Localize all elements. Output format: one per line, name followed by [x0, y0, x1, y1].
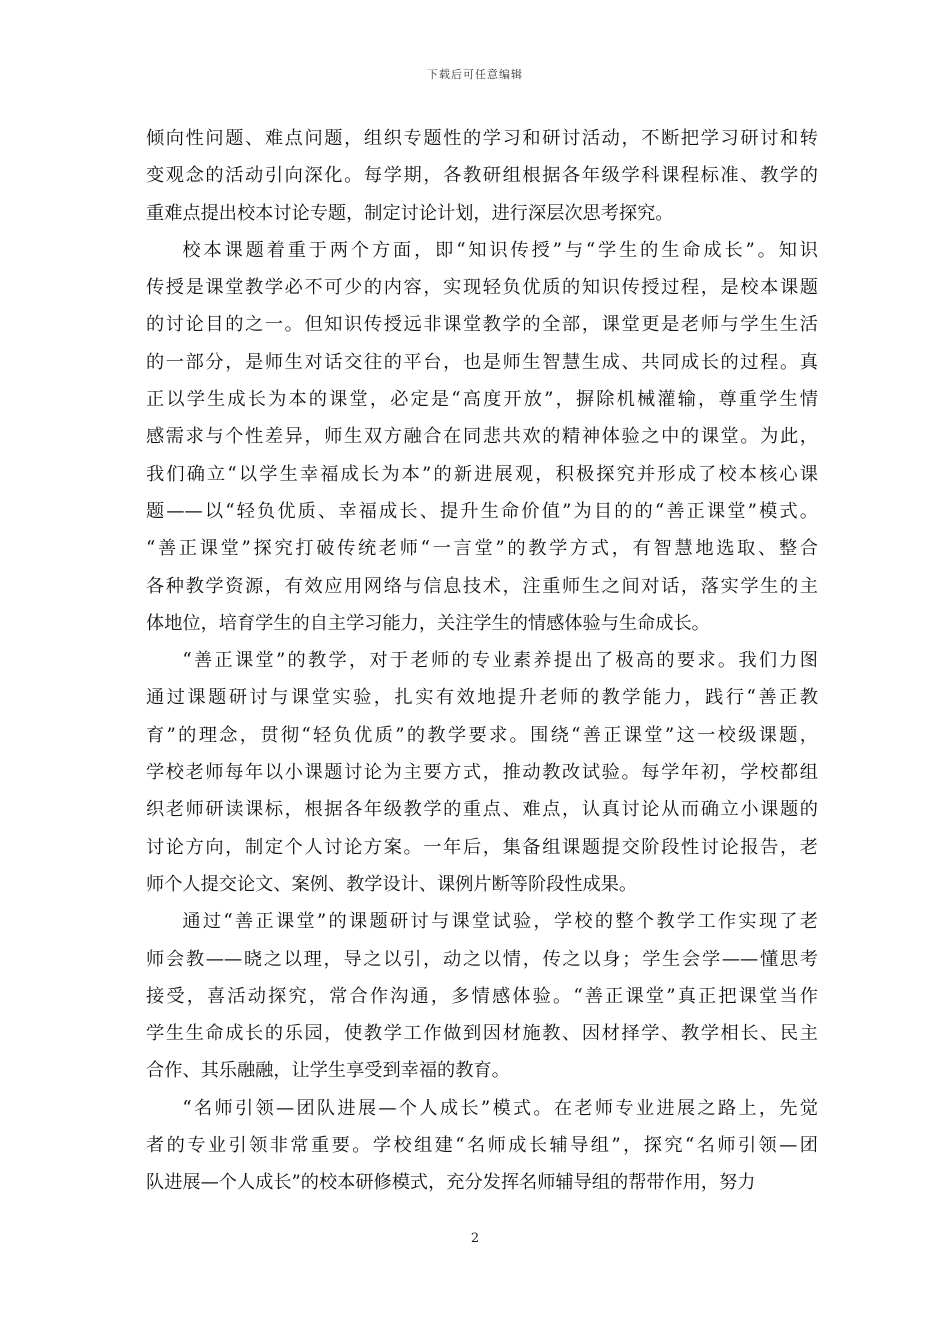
text-line: 师会教——晓之以理，导之以引，动之以情，传之以身；学生会学——懂思考: [146, 948, 818, 970]
text-line: “名师引领—团队进展—个人成长”模式。在老师专业进展之路上，先觉: [182, 1097, 818, 1119]
text-line: 通过课题研讨与课堂实验，扎实有效地提升老师的教学能力，践行“善正教: [146, 687, 818, 709]
text-line: 变观念的活动引向深化。每学期，各教研组根据各年级学科课程标准、教学的: [146, 165, 818, 187]
text-line: 倾向性问题、难点问题，组织专题性的学习和研讨活动，不断把学习研讨和转: [146, 128, 818, 149]
body-text: [146, 120, 818, 1202]
paragraph: [146, 120, 818, 232]
text-line: “善正课堂”的教学，对于老师的专业素养提出了极高的要求。我们力图: [182, 650, 818, 672]
text-line: 织老师研读课标，根据各年级教学的重点、难点，认真讨论从而确立小课题的: [146, 799, 818, 821]
text-line: 的讨论目的之一。但知识传授远非课堂教学的全部，课堂更是老师与学生生活: [146, 314, 818, 336]
text-line: 学校老师每年以小课题讨论为主要方式，推动教改试验。每学年初，学校都组: [146, 762, 818, 784]
text-line: 学生生命成长的乐园，使教学工作做到因材施教、因材择学、教学相长、民主: [146, 1023, 818, 1045]
text-line: 育”的理念，贯彻“轻负优质”的教学要求。围绕“善正课堂”这一校级课题，: [146, 724, 818, 746]
text-line: 感需求与个性差异，师生双方融合在同悲共欢的精神体验之中的课堂。为此，: [146, 426, 818, 448]
text-line: 接受，喜活动探究，常合作沟通，多情感体验。“善正课堂”真正把课堂当作: [146, 985, 818, 1007]
paragraph: [146, 642, 818, 903]
text-line: 体地位，培育学生的自主学习能力，关注学生的情感体验与生命成长。: [146, 612, 710, 634]
paragraph: [146, 232, 818, 642]
text-line: 合作、其乐融融，让学生享受到幸福的教育。: [146, 1060, 510, 1082]
page-number: 2: [470, 1231, 480, 1246]
text-line: 讨论方向，制定个人讨论方案。一年后，集备组课题提交阶段性讨论报告，老: [146, 836, 818, 858]
text-line: “善正课堂”探究打破传统老师“一言堂”的教学方式，有智慧地选取、整合: [146, 538, 818, 560]
text-line: 通过“善正课堂”的课题研讨与课堂试验，学校的整个教学工作实现了老: [182, 911, 818, 933]
text-line: 者的专业引领非常重要。学校组建“名师成长辅导组”，探究“名师引领—团: [146, 1135, 818, 1157]
page-header: 下载后可任意编辑: [427, 68, 523, 81]
paragraph: [146, 903, 818, 1089]
paragraph: [146, 1090, 818, 1202]
text-line: 传授是课堂教学必不可少的内容，实现轻负优质的知识传授过程，是校本课题: [146, 277, 818, 299]
text-line: 各种教学资源，有效应用网络与信息技术，注重师生之间对话，落实学生的主: [146, 575, 818, 597]
text-line: 的一部分，是师生对话交往的平台，也是师生智慧生成、共同成长的过程。真: [146, 351, 818, 373]
text-line: 校本课题着重于两个方面，即“知识传授”与“学生的生命成长”。知识: [182, 239, 818, 261]
text-line: 题——以“轻负优质、幸福成长、提升生命价值”为目的的“善正课堂”模式。: [146, 500, 818, 522]
text-line: 重难点提出校本讨论专题，制定讨论计划，进行深层次思考探究。: [146, 202, 674, 224]
text-line: 队进展—个人成长”的校本研修模式，充分发挥名师辅导组的帮带作用，努力: [146, 1172, 756, 1194]
text-line: 正以学生成长为本的课堂，必定是“高度开放”，摒除机械灌输，尊重学生情: [146, 389, 818, 411]
text-line: 我们确立“以学生幸福成长为本”的新进展观，积极探究并形成了校本核心课: [146, 463, 818, 485]
text-line: 师个人提交论文、案例、教学设计、课例片断等阶段性成果。: [146, 873, 638, 895]
